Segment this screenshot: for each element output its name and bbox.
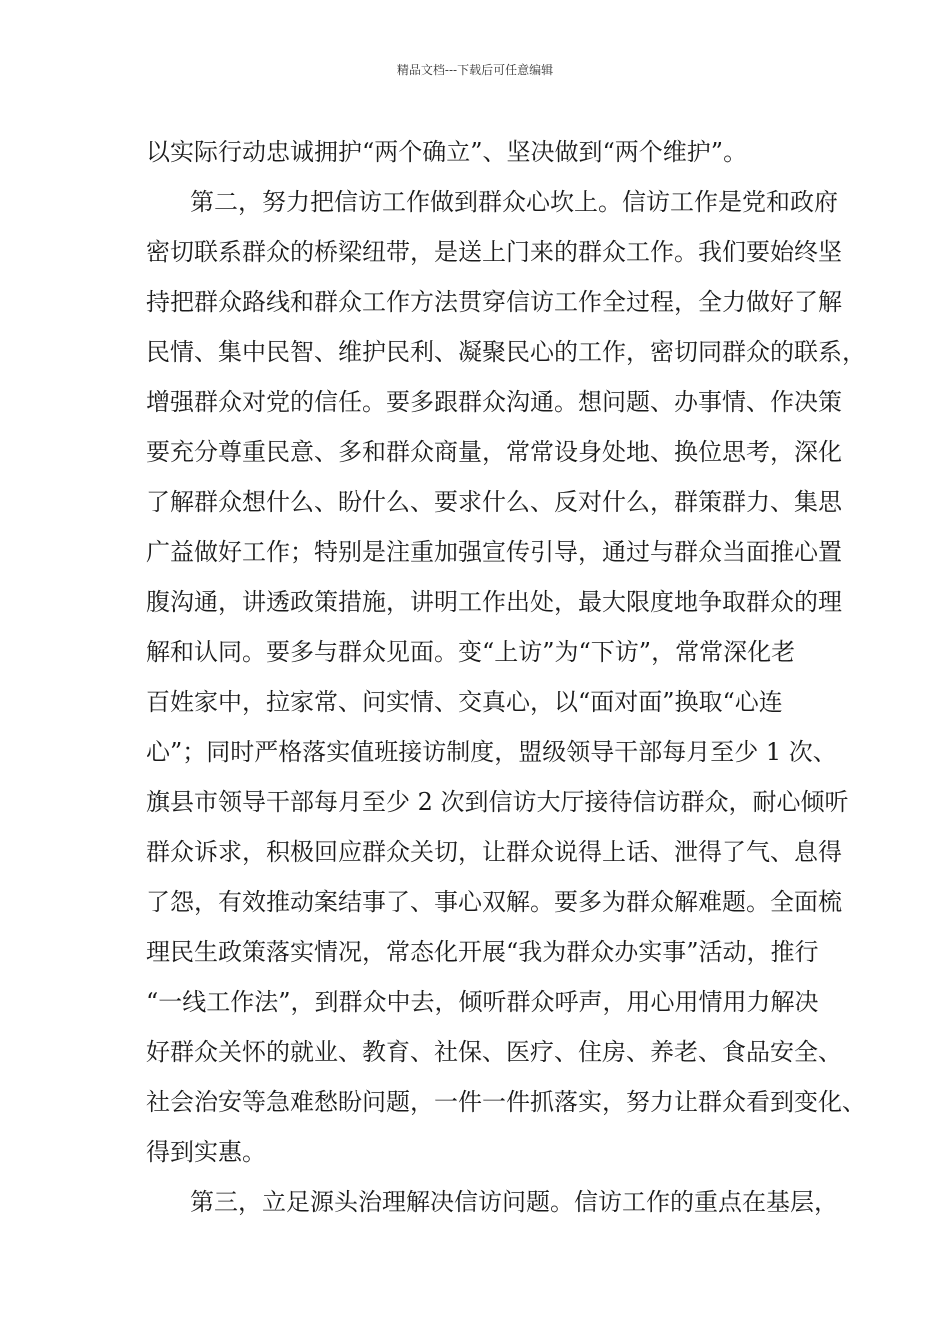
body-line-16: 了怨，有效推动案结事了、事心双解。要多为群众解难题。全面梳 [146, 888, 842, 916]
body-line-1: 以实际行动忠诚拥护“两个确立”、坚决做到“两个维护”。 [146, 138, 748, 166]
body-line-10: 腹沟通，讲透政策措施，讲明工作出处，最大限度地争取群众的理 [146, 588, 842, 616]
body-line-9: 广益做好工作；特别是注重加强宣传引导，通过与群众当面推心置 [146, 538, 842, 566]
body-line-6: 增强群众对党的信任。要多跟群众沟通。想问题、办事情、作决策 [146, 388, 842, 416]
body-line-12: 百姓家中，拉家常、问实情、交真心，以“面对面”换取“心连 [146, 688, 783, 716]
page-header: 精品文档---下载后可任意编辑 [396, 63, 554, 77]
body-line-14: 旗县市领导干部每月至少 2 次到信访大厅接待信访群众，耐心倾听 [146, 788, 849, 816]
body-line-19: 好群众关怀的就业、教育、社保、医疗、住房、养老、食品安全、 [146, 1038, 842, 1066]
body-line-15: 群众诉求，积极回应群众关切，让群众说得上话、泄得了气、息得 [146, 838, 842, 866]
body-line-13: 心”；同时严格落实值班接访制度，盟级领导干部每月至少 1 次、 [146, 738, 837, 766]
body-line-17: 理民生政策落实情况，常态化开展“我为群众办实事”活动，推行 [146, 938, 819, 966]
body-line-3: 密切联系群众的桥梁纽带，是送上门来的群众工作。我们要始终坚 [146, 238, 842, 266]
body-line-18: “一线工作法”，到群众中去，倾听群众呼声，用心用情用力解决 [146, 988, 819, 1016]
paragraph-3-first-line: 第三，立足源头治理解决信访问题。信访工作的重点在基层， [190, 1188, 838, 1216]
body-line-21: 得到实惠。 [146, 1138, 266, 1166]
body-line-11: 解和认同。要多与群众见面。变“上访”为“下访”，常常深化老 [146, 638, 796, 666]
body-line-7: 要充分尊重民意、多和群众商量，常常设身处地、换位思考，深化 [146, 438, 842, 466]
paragraph-2-first-line: 第二，努力把信访工作做到群众心坎上。信访工作是党和政府 [190, 188, 838, 216]
body-line-8: 了解群众想什么、盼什么、要求什么、反对什么，群策群力、集思 [146, 488, 842, 516]
body-line-4: 持把群众路线和群众工作方法贯穿信访工作全过程，全力做好了解 [146, 288, 842, 316]
body-line-20: 社会治安等急难愁盼问题，一件一件抓落实，努力让群众看到变化、 [146, 1088, 866, 1116]
body-line-5: 民情、集中民智、维护民利、凝聚民心的工作，密切同群众的联系， [146, 338, 866, 366]
